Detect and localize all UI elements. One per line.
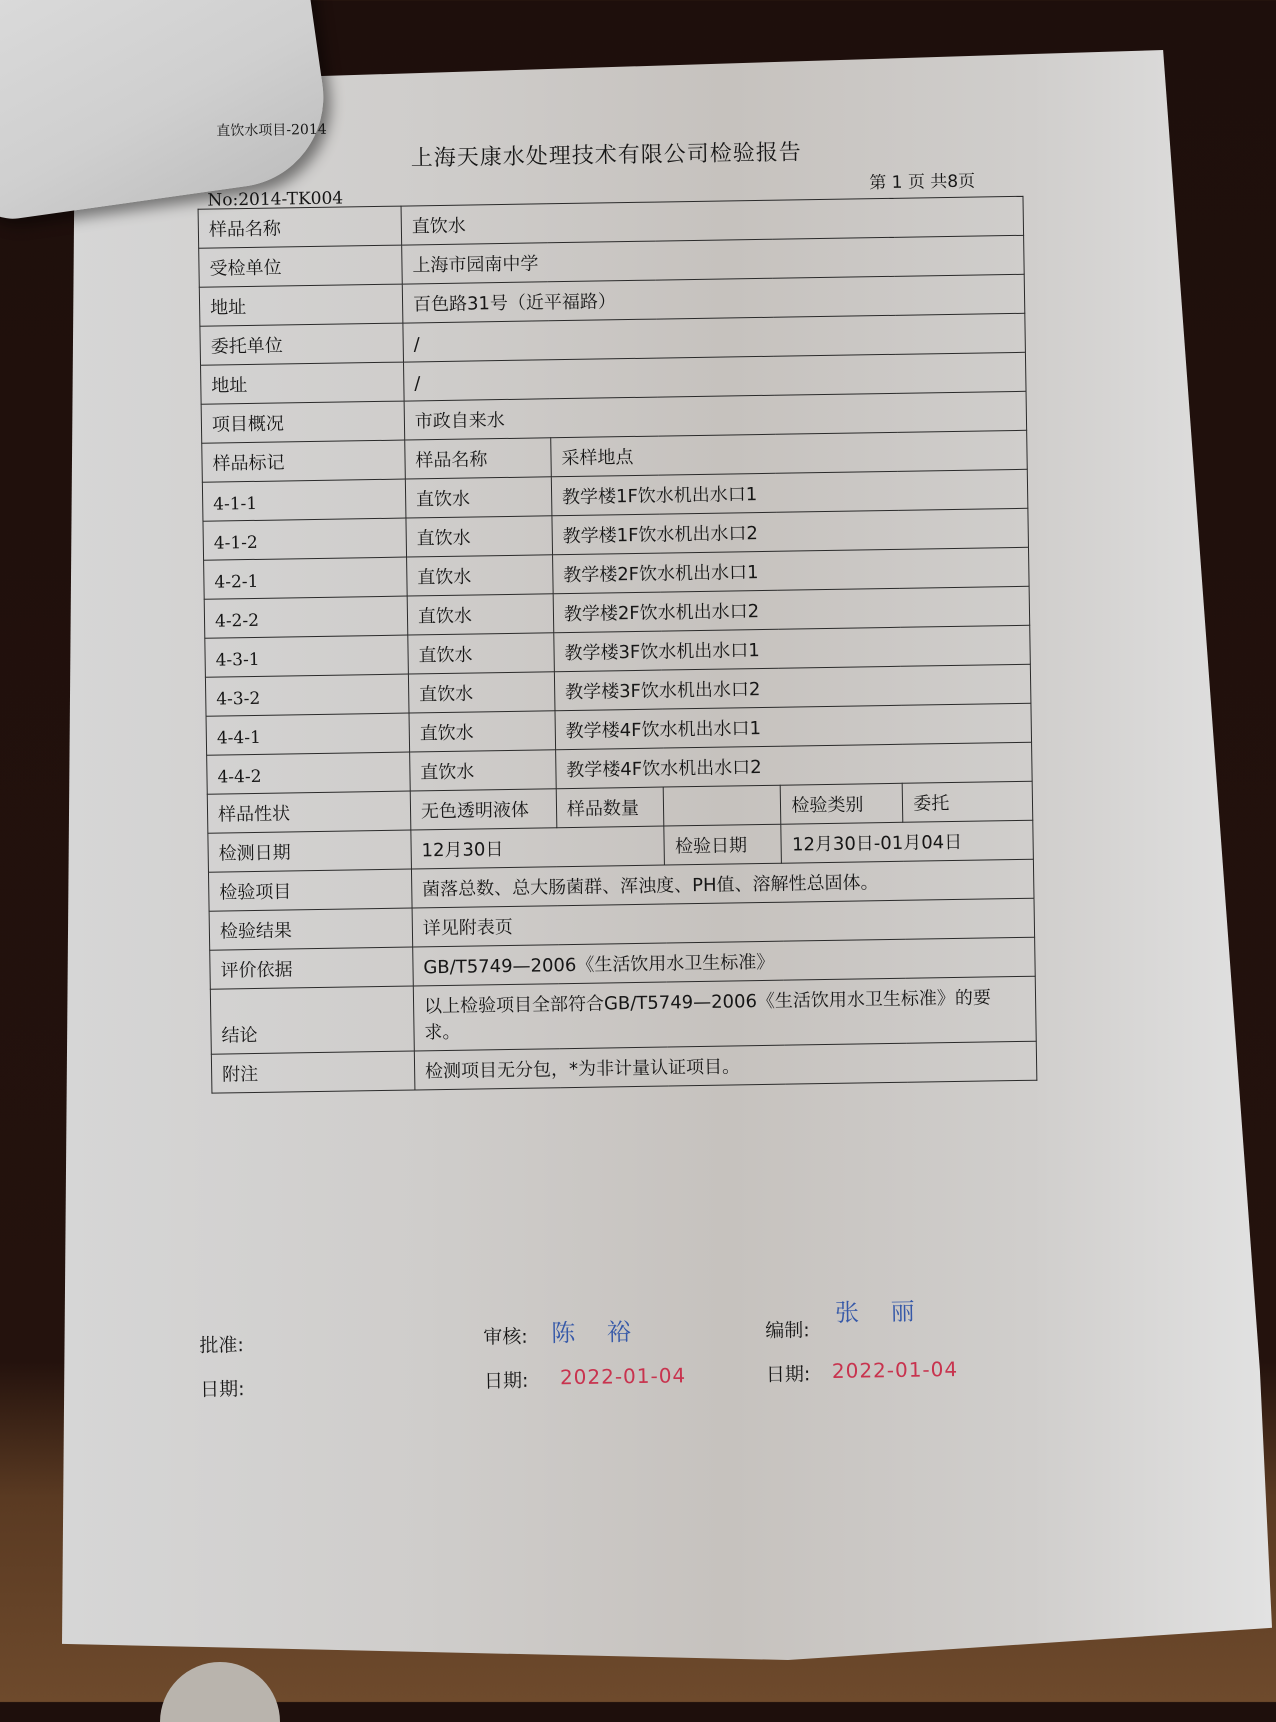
sample-name: 直饮水 <box>408 672 555 713</box>
approve-label: 批准: <box>199 1334 244 1357</box>
test-date-value: 12月30日 <box>411 826 665 869</box>
sample-location: 教学楼2F饮水机出水口2 <box>553 586 1030 632</box>
quantity-value <box>664 785 782 826</box>
category-label: 检验类别 <box>781 783 904 824</box>
sample-mark: 4-3-1 <box>205 635 408 677</box>
sample-location: 教学楼4F饮水机出水口1 <box>555 703 1032 749</box>
conclusion-label: 结论 <box>210 986 414 1054</box>
inspect-date-value: 12月30日-01月04日 <box>781 820 1033 863</box>
sample-mark: 4-1-1 <box>202 479 405 521</box>
info-value: / <box>403 313 1026 362</box>
sample-location: 教学楼1F饮水机出水口1 <box>551 469 1028 515</box>
project-tag: 直饮水项目-2014 <box>216 121 327 140</box>
sample-name: 直饮水 <box>408 633 555 674</box>
review-label: 审核: <box>483 1325 528 1349</box>
sample-mark: 4-2-2 <box>204 596 407 638</box>
quantity-label: 样品数量 <box>556 787 664 828</box>
compile-date-stamp: 2022-01-04 <box>831 1356 959 1383</box>
info-value: / <box>403 352 1026 401</box>
compile-date-label: 日期: <box>765 1363 811 1387</box>
note-value: 检测项目无分包，*为非计量认证项目。 <box>414 1041 1037 1090</box>
info-label: 地址 <box>201 362 404 404</box>
info-value: 直饮水 <box>401 196 1024 245</box>
info-value: 上海市园南中学 <box>402 235 1025 284</box>
state-label: 样品性状 <box>207 791 410 833</box>
review-date-stamp: 2022-01-04 <box>559 1363 687 1390</box>
sample-name: 直饮水 <box>406 516 553 557</box>
test-date-label: 检测日期 <box>208 830 411 872</box>
sample-mark: 4-1-2 <box>203 518 406 560</box>
sample-name: 直饮水 <box>410 750 557 791</box>
sample-name: 直饮水 <box>407 594 554 635</box>
compile-label: 编制: <box>765 1319 810 1343</box>
sample-mark: 4-4-2 <box>207 752 410 794</box>
approve-date-label: 日期: <box>199 1378 245 1401</box>
sample-name: 直饮水 <box>405 477 552 518</box>
sample-location: 教学楼4F饮水机出水口2 <box>556 742 1033 788</box>
info-label: 样品名称 <box>198 206 401 248</box>
state-value: 无色透明液体 <box>410 789 557 830</box>
document-title: 上海天康水处理技术有限公司检验报告 <box>410 140 802 172</box>
report-table <box>198 196 1038 1094</box>
sample-location: 教学楼1F饮水机出水口2 <box>552 508 1029 554</box>
report-number: No:2014-TK004 <box>207 188 344 211</box>
column-header: 样品名称 <box>405 438 552 479</box>
category-value: 委托 <box>903 781 1033 822</box>
background-object <box>160 1662 280 1722</box>
sample-location: 教学楼3F饮水机出水口2 <box>554 664 1031 710</box>
basis-label: 评价依据 <box>210 947 413 989</box>
sample-name: 直饮水 <box>409 711 556 752</box>
sample-location: 教学楼2F饮水机出水口1 <box>552 547 1029 593</box>
conclusion-value: 以上检验项目全部符合GB/T5749—2006《生活饮用水卫生标准》的要求。 <box>413 976 1036 1051</box>
info-label: 项目概况 <box>201 401 404 443</box>
result-label: 检验结果 <box>209 908 412 950</box>
note-label: 附注 <box>211 1051 414 1093</box>
compiler-signature: 张 丽 <box>834 1297 927 1327</box>
sample-mark: 4-4-1 <box>206 713 409 755</box>
info-value: 市政自来水 <box>404 391 1027 440</box>
sample-mark: 4-2-1 <box>204 557 407 599</box>
info-label: 地址 <box>199 284 402 326</box>
basis-value: GB/T5749—2006《生活饮用水卫生标准》 <box>413 937 1036 986</box>
inspect-date-label: 检验日期 <box>664 824 782 865</box>
sample-name: 直饮水 <box>406 555 553 596</box>
reviewer-signature: 陈 裕 <box>551 1317 644 1348</box>
sample-mark: 4-3-2 <box>205 674 408 716</box>
signature-area <box>199 1297 1100 1417</box>
info-label: 受检单位 <box>199 245 402 287</box>
info-label: 委托单位 <box>200 323 403 365</box>
info-value: 百色路31号（近平福路） <box>402 274 1025 323</box>
page-indicator: 第 1 页 共8页 <box>869 171 976 194</box>
column-header: 样品标记 <box>202 440 405 482</box>
sample-location: 教学楼3F饮水机出水口1 <box>554 625 1031 671</box>
review-date-label: 日期: <box>483 1369 529 1393</box>
items-value: 菌落总数、总大肠菌群、浑浊度、PH值、溶解性总固体。 <box>411 859 1034 908</box>
items-label: 检验项目 <box>208 869 411 911</box>
result-value: 详见附表页 <box>412 898 1035 947</box>
column-header: 采样地点 <box>551 430 1028 476</box>
